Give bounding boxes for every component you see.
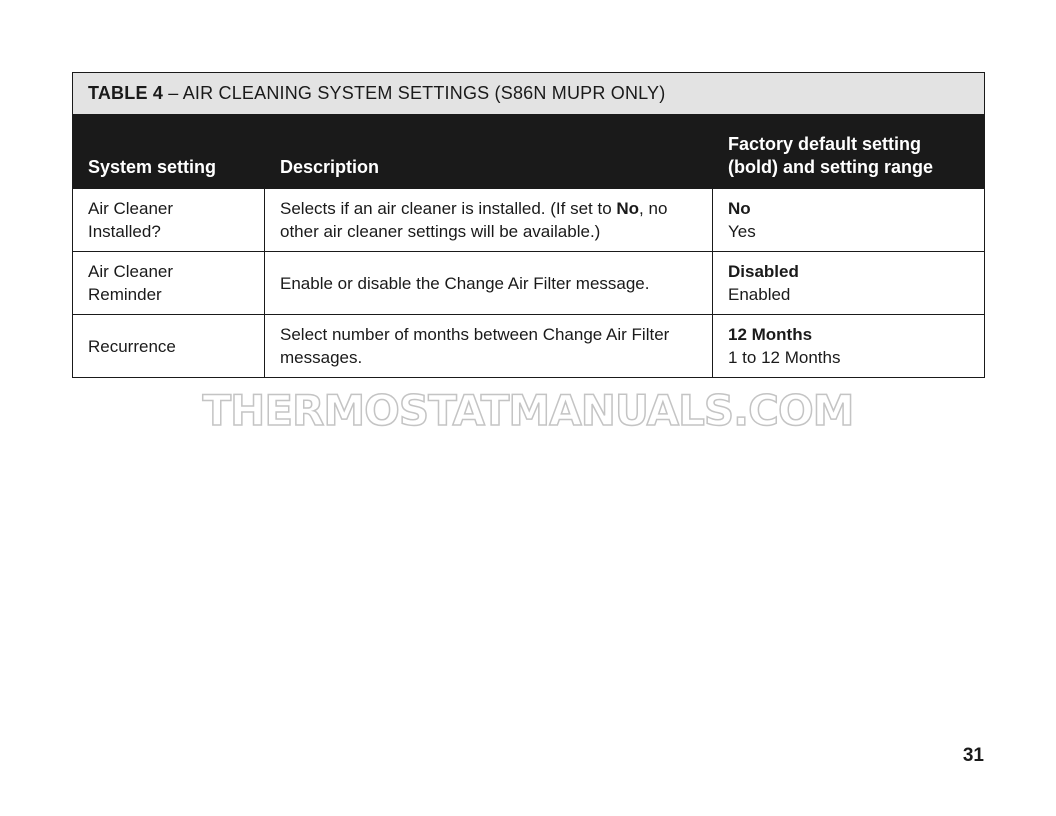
table-caption-prefix: TABLE 4 <box>88 83 164 103</box>
default-cell <box>713 315 985 378</box>
default-value: 12 Months <box>728 325 813 344</box>
table-row <box>73 315 985 378</box>
default-value: Disabled <box>728 262 799 281</box>
setting-cell: Recurrence <box>73 315 265 378</box>
default-cell <box>713 252 985 315</box>
range-value: Yes <box>728 222 756 241</box>
setting-cell: Air Cleaner Reminder <box>73 252 265 315</box>
page-number: 31 <box>962 745 984 766</box>
description-text: Selects if an air cleaner is installed. (If set to <box>280 199 617 218</box>
range-value: Enabled <box>728 285 791 304</box>
table-caption-text: – AIR CLEANING SYSTEM SETTINGS (S86N MUPR ONLY) <box>163 83 666 103</box>
settings-table <box>72 72 985 378</box>
description-cell: Enable or disable the Change Air Filter message. <box>265 252 713 315</box>
table-caption <box>73 73 985 115</box>
column-header-system-setting: System setting <box>73 115 265 189</box>
description-cell: Select number of months between Change Air Filter messages. <box>265 315 713 378</box>
default-value: No <box>728 199 751 218</box>
watermark-text: THERMOSTATMANUALS.COM <box>202 386 854 435</box>
table-row <box>73 252 985 315</box>
default-cell <box>713 189 985 252</box>
description-cell <box>265 189 713 252</box>
column-header-factory-default: Factory default setting (bold) and setting range <box>713 115 985 189</box>
description-bold-text: No <box>616 199 640 218</box>
table-header-row <box>73 115 985 189</box>
description-text-end: , no other air cleaner settings will be available.) <box>280 199 668 241</box>
column-header-description: Description <box>265 115 713 189</box>
range-value: 1 to 12 Months <box>728 348 841 367</box>
setting-cell: Air Cleaner Installed? <box>73 189 265 252</box>
table-row <box>73 189 985 252</box>
